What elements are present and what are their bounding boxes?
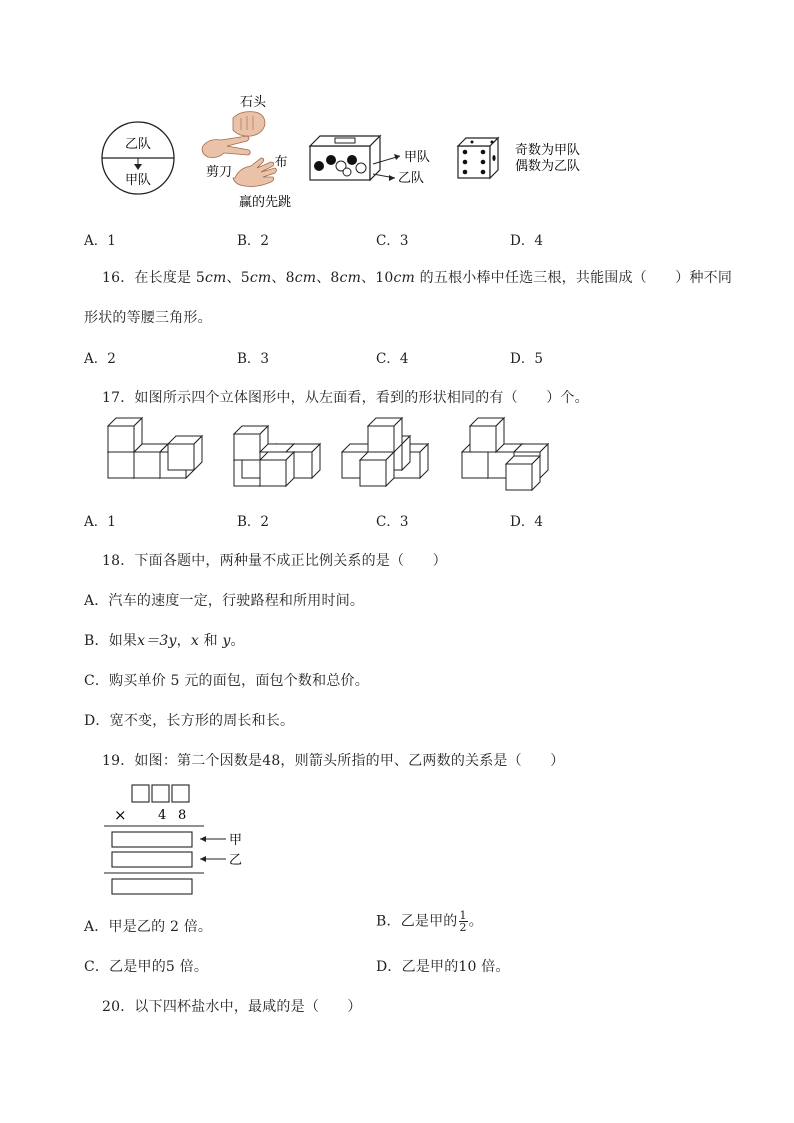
- times-sign: ×: [114, 806, 127, 824]
- q19-option-a[interactable]: A．甲是乙的 2 倍。: [84, 919, 213, 935]
- box-label-jia: 甲队: [404, 150, 431, 165]
- q15-option-b[interactable]: B．2: [237, 233, 270, 249]
- arrow-label-jia: 甲: [229, 833, 243, 848]
- q15-option-d[interactable]: D．4: [510, 233, 543, 249]
- q16-option-b[interactable]: B．3: [237, 351, 270, 367]
- q19-multiplication-figure: [100, 780, 260, 900]
- q17-option-c[interactable]: C．3: [376, 514, 409, 530]
- q19-option-d[interactable]: D．乙是甲的10 倍。: [376, 959, 510, 975]
- q19-text: 19．如图：第二个因数是48，则箭头所指的甲、乙两数的关系是（ ）: [102, 753, 565, 769]
- q20-text: 20．以下四杯盐水中，最咸的是（ ）: [102, 999, 362, 1015]
- q16-option-d[interactable]: D．5: [510, 351, 543, 367]
- rock-label: 石头: [239, 95, 267, 110]
- q15-figure: [95, 88, 615, 218]
- q15-option-c[interactable]: C．3: [376, 233, 409, 249]
- solid-figure-3: [342, 418, 428, 486]
- dice-label-odd: 奇数为甲队: [515, 143, 581, 158]
- cloth-label: 布: [274, 155, 288, 170]
- q16-option-a[interactable]: A．2: [84, 351, 116, 367]
- q18-option-b[interactable]: B．如果x＝3y，x 和 y。: [84, 633, 245, 649]
- solid-figure-4: [462, 418, 548, 490]
- q17-text: 17．如图所示四个立体图形中，从左面看，看到的形状相同的有（ ）个。: [102, 390, 589, 406]
- spinner-figure: [102, 122, 174, 194]
- q18-option-a[interactable]: A．汽车的速度一定，行驶路程和所用时间。: [84, 593, 365, 609]
- arrow-label-yi: 乙: [229, 853, 243, 868]
- ball-box-figure: [310, 136, 430, 186]
- q15-option-a[interactable]: A．1: [84, 233, 116, 249]
- scissors-hand-icon: [202, 136, 250, 158]
- q18-text: 18．下面各题中，两种量不成正比例关系的是（ ）: [102, 553, 447, 569]
- dice-figure: [458, 138, 580, 178]
- q16-option-c[interactable]: C．4: [376, 351, 409, 367]
- q18-option-d[interactable]: D．宽不变，长方形的周长和长。: [84, 713, 295, 729]
- spinner-label-bottom: 甲队: [124, 173, 152, 188]
- q19-option-c[interactable]: C．乙是甲的5 倍。: [84, 959, 209, 975]
- q17-option-b[interactable]: B．2: [237, 514, 270, 530]
- box-label-yi: 乙队: [398, 171, 425, 186]
- q18-option-c[interactable]: C．购买单价 5 元的面包，面包个数和总价。: [84, 673, 369, 689]
- solid-figure-1: [108, 418, 202, 478]
- dice-label-even: 偶数为乙队: [515, 159, 581, 174]
- hand-gesture-figure: [202, 94, 291, 210]
- winner-label: 赢的先跳: [238, 195, 292, 210]
- digit-4: 4: [158, 808, 167, 823]
- q16-text-line1: 16．在长度是 5cm、5cm、8cm、8cm、10cm 的五根小棒中任选三根，共能围成（ ）种不同: [102, 270, 733, 286]
- q19-option-b[interactable]: B．乙是甲的 $\frac{1}{2}$ 。: [376, 909, 483, 934]
- scissors-label: 剪刀: [205, 165, 233, 180]
- q16-text-line2: 形状的等腰三角形。: [84, 310, 212, 326]
- q17-option-a[interactable]: A．1: [84, 514, 116, 530]
- cloth-hand-icon: [233, 158, 277, 187]
- spinner-label-top: 乙队: [124, 137, 152, 152]
- rock-hand-icon: [233, 112, 265, 137]
- digit-8: 8: [178, 808, 187, 823]
- q17-option-d[interactable]: D．4: [510, 514, 543, 530]
- fraction-one-half: $\frac{1}{2}$: [459, 909, 467, 934]
- q17-cube-figures: [98, 412, 558, 497]
- solid-figure-2: [234, 426, 320, 486]
